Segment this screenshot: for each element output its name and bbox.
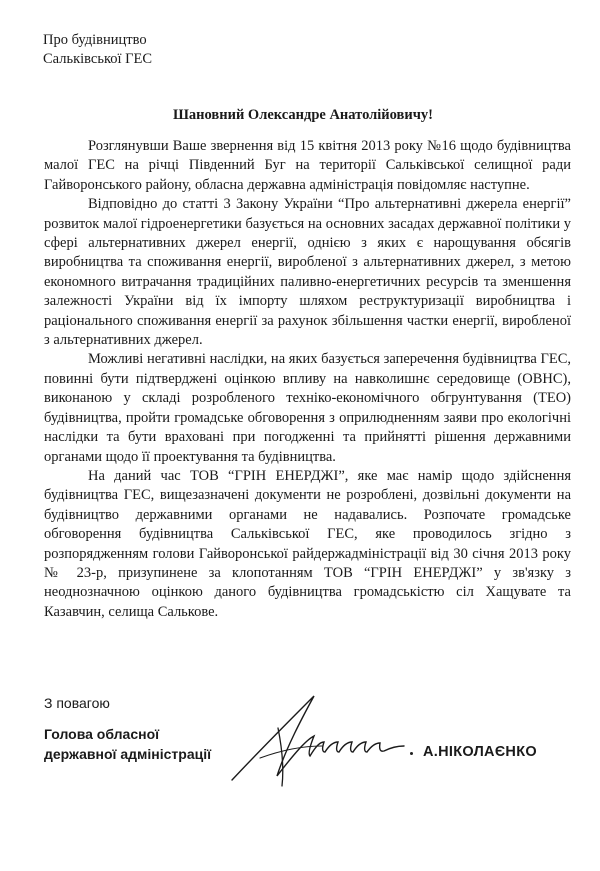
- signatory-title: [44, 724, 211, 764]
- paragraph-1: Розглянувши Ваше звернення від 15 квітня 2013 року №16 щодо будівництва малої ГЕС на річці Південний Буг на території Сальківської селищної ради Гайворонського району, обласна державна адміністрація повідомляє наступне.: [44, 138, 571, 193]
- separator-dot: [410, 752, 413, 755]
- subject-block: [43, 31, 152, 69]
- subject-line-1: Про будівництво: [43, 32, 147, 48]
- signatory-name: А.НІКОЛАЄНКО: [423, 744, 537, 760]
- signatory-title-line-2: державної адміністрації: [44, 746, 212, 762]
- handwritten-signature: [222, 688, 412, 793]
- signatory-title-line-1: Голова обласної: [44, 726, 160, 742]
- subject-line-2: Сальківської ГЕС: [43, 51, 153, 67]
- salutation: Шановний Олександре Анатолійовичу!: [173, 107, 433, 123]
- letter-body: [44, 137, 571, 622]
- closing: З повагою: [44, 695, 110, 711]
- paragraph-2: Відповідно до статті 3 Закону України “Про альтернативні джерела енергії” розвиток малої гідроенергетики базується на основних засадах державної політики у сфері альтернативних джерел енергії, однією з яких є нарощування обсягів виробництва та споживання енергії, виробленої з альтернативних джерел, з метою економного витрачання традиційних паливно-енергетичних ресурсів та зменшення залежності України від їх імпорту шляхом реструктуризації виробництва і раціонального споживання енергії за рахунок збільшення частки енергії, виробленої з альтернативних джерел.: [44, 196, 571, 349]
- paragraph-3: Можливі негативні наслідки, на яких базується заперечення будівництва ГЕС, повинні бути підтверджені оцінкою впливу на навколишнє середовище (ОВНС), виконаною у складі розробленого техніко-економічного обгрунтування (ТЕО) будівництва, пройти громадське обговорення з оприлюдненням заяви про екологічні наслідки та бути враховані при погодженні та прийнятті рішення державними органами щодо її проектування та будівництва.: [44, 351, 571, 465]
- paragraph-4: На даний час ТОВ “ГРІН ЕНЕРДЖІ”, яке має намір щодо здійснення будівництва ГЕС, вищезазначені документи не розроблені, дозвільні документи на будівництво державними органами не надавались. Розпочате громадське обговорення будівництва Сальківської ГЕС, яке проводилось згідно з розпорядженням голови Гайворонської райдержадміністрації від 30 січня 2013 року № 23-р, призупинене за клопотанням ТОВ “ГРІН ЕНЕРДЖІ” у зв'язку з неоднозначною оцінкою даного будівництва громадськістю сіл Хащувате та Казавчин, селища Салькове.: [44, 467, 571, 620]
